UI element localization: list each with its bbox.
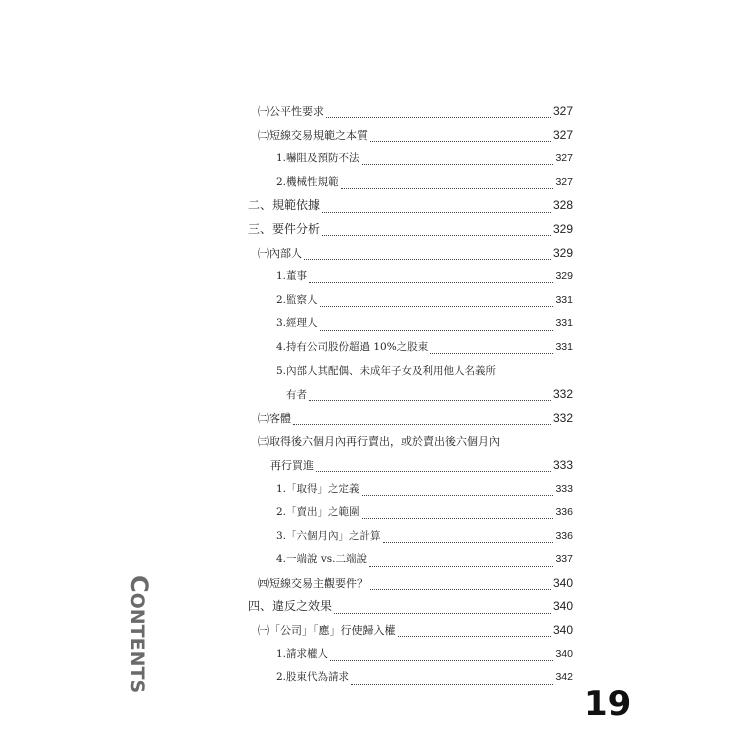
toc-entry[interactable] bbox=[248, 242, 573, 266]
toc-entry-continuation[interactable] bbox=[248, 454, 573, 478]
toc-entry-page: 340 bbox=[552, 623, 573, 638]
toc-entry-page: 332 bbox=[552, 410, 573, 425]
contents-label-initial: C bbox=[125, 575, 153, 593]
toc-entry-page: 342 bbox=[555, 671, 573, 684]
dot-leader bbox=[383, 534, 554, 543]
toc-entry-title: 四、違反之效果 bbox=[248, 599, 333, 614]
toc-entry-page: 329 bbox=[555, 270, 573, 283]
toc-entry-page: 332 bbox=[552, 387, 573, 402]
toc-entry-page: 329 bbox=[552, 221, 573, 236]
toc-entry[interactable] bbox=[248, 501, 573, 525]
toc-entry-page: 333 bbox=[555, 482, 573, 495]
dot-leader bbox=[362, 487, 554, 496]
toc-entry[interactable] bbox=[248, 430, 573, 454]
toc-entry[interactable] bbox=[248, 218, 573, 242]
toc-entry-page: 340 bbox=[552, 599, 573, 614]
toc-entry[interactable] bbox=[248, 525, 573, 549]
toc-entry-title: ㈢取得後六個月內再行賣出，或於賣出後六個月內 bbox=[258, 435, 500, 449]
toc-entry-page: 327 bbox=[552, 104, 573, 118]
toc-entry-title: 3.經理人 bbox=[276, 317, 318, 330]
toc-entry-page: 336 bbox=[555, 529, 573, 542]
toc-entry-title: 1.董事 bbox=[276, 270, 308, 283]
dot-leader bbox=[320, 322, 554, 331]
toc-entry-page: 337 bbox=[555, 553, 573, 566]
toc-entry-title: 1.嚇阻及預防不法 bbox=[276, 152, 360, 165]
toc-entry[interactable] bbox=[248, 265, 573, 289]
toc-entry[interactable] bbox=[248, 360, 573, 384]
toc-entry[interactable] bbox=[248, 171, 573, 195]
toc-entry-page: 336 bbox=[555, 506, 573, 519]
toc-entry-page: 328 bbox=[552, 198, 573, 213]
dot-leader bbox=[322, 227, 551, 236]
toc-entry-page: 340 bbox=[552, 575, 573, 590]
toc-entry-title: 2.機械性規範 bbox=[276, 175, 339, 188]
dot-leader bbox=[334, 605, 551, 614]
toc-entry[interactable] bbox=[248, 147, 573, 171]
toc-entry-title: 再行買進 bbox=[270, 458, 314, 472]
toc-entry[interactable] bbox=[248, 289, 573, 313]
toc-entry-title: 2.「賣出」之範圍 bbox=[276, 506, 360, 519]
dot-leader bbox=[326, 109, 551, 118]
toc-entry[interactable] bbox=[248, 124, 573, 148]
toc-entry-continuation[interactable] bbox=[248, 383, 573, 407]
dot-leader bbox=[309, 274, 553, 283]
toc-entry-page: 331 bbox=[555, 293, 573, 306]
toc-entry[interactable] bbox=[248, 194, 573, 218]
toc-entry-title: 二、規範依據 bbox=[248, 198, 321, 213]
toc-entry-title: 1.請求權人 bbox=[276, 647, 329, 660]
toc-entry-title: 3.「六個月內」之計算 bbox=[276, 529, 381, 542]
dot-leader bbox=[369, 558, 553, 567]
contents-label-rest: ONTENTS bbox=[126, 592, 148, 694]
dot-leader bbox=[309, 392, 551, 401]
toc-entry-title: 4.一端說 vs.二端說 bbox=[276, 553, 368, 566]
table-of-contents bbox=[248, 100, 573, 690]
contents-side-label bbox=[125, 575, 153, 693]
toc-entry-page: 340 bbox=[555, 647, 573, 660]
toc-entry-title: 2.監察人 bbox=[276, 293, 318, 306]
toc-entry[interactable] bbox=[248, 548, 573, 572]
toc-entry-page: 329 bbox=[552, 245, 573, 260]
toc-entry[interactable] bbox=[248, 312, 573, 336]
toc-entry-page: 331 bbox=[555, 340, 573, 353]
toc-entry-title: ㈣短線交易主觀要件？ bbox=[258, 576, 368, 590]
dot-leader bbox=[322, 204, 551, 213]
dot-leader bbox=[341, 180, 554, 189]
dot-leader bbox=[362, 156, 554, 165]
toc-entry-title: 1.「取得」之定義 bbox=[276, 482, 360, 495]
toc-entry-title: ㈡短線交易規範之本質 bbox=[258, 128, 368, 142]
toc-entry-title: ㈠「公司」「應」行使歸入權 bbox=[258, 624, 396, 638]
dot-leader bbox=[293, 416, 551, 425]
toc-entry[interactable] bbox=[248, 336, 573, 360]
toc-entry[interactable] bbox=[248, 572, 573, 596]
toc-entry-title: ㈠內部人 bbox=[258, 246, 302, 260]
toc-entry[interactable] bbox=[248, 478, 573, 502]
dot-leader bbox=[320, 298, 554, 307]
toc-entry-title: 三、要件分析 bbox=[248, 221, 321, 236]
dot-leader bbox=[304, 251, 551, 260]
toc-entry-page: 331 bbox=[555, 317, 573, 330]
toc-entry-title: ㈡客體 bbox=[258, 411, 291, 425]
toc-entry-title: 5.內部人其配偶、未成年子女及利用他人名義所 bbox=[276, 364, 497, 377]
toc-entry-page: 333 bbox=[552, 457, 573, 472]
dot-leader bbox=[330, 652, 553, 661]
toc-entry[interactable] bbox=[248, 595, 573, 619]
toc-entry-title: ㈠公平性要求 bbox=[258, 105, 324, 118]
dot-leader bbox=[316, 463, 551, 472]
dot-leader bbox=[370, 133, 551, 142]
page-number: 19 bbox=[584, 684, 632, 724]
toc-entry-page: 327 bbox=[555, 152, 573, 165]
dot-leader bbox=[351, 676, 553, 685]
toc-entry[interactable] bbox=[248, 407, 573, 431]
toc-entry[interactable] bbox=[248, 643, 573, 667]
toc-entry-title: 4.持有公司股份超過 10%之股東 bbox=[276, 340, 429, 353]
toc-entry[interactable] bbox=[248, 619, 573, 643]
toc-entry[interactable] bbox=[248, 666, 573, 690]
toc-entry-page: 327 bbox=[555, 175, 573, 188]
dot-leader bbox=[398, 628, 551, 637]
dot-leader bbox=[370, 581, 551, 590]
toc-entry-title: 有者 bbox=[286, 389, 307, 402]
toc-entry-title: 2.股東代為請求 bbox=[276, 671, 350, 684]
dot-leader bbox=[430, 345, 553, 354]
dot-leader bbox=[362, 510, 554, 519]
toc-entry[interactable] bbox=[248, 100, 573, 124]
toc-entry-page: 327 bbox=[552, 127, 573, 142]
